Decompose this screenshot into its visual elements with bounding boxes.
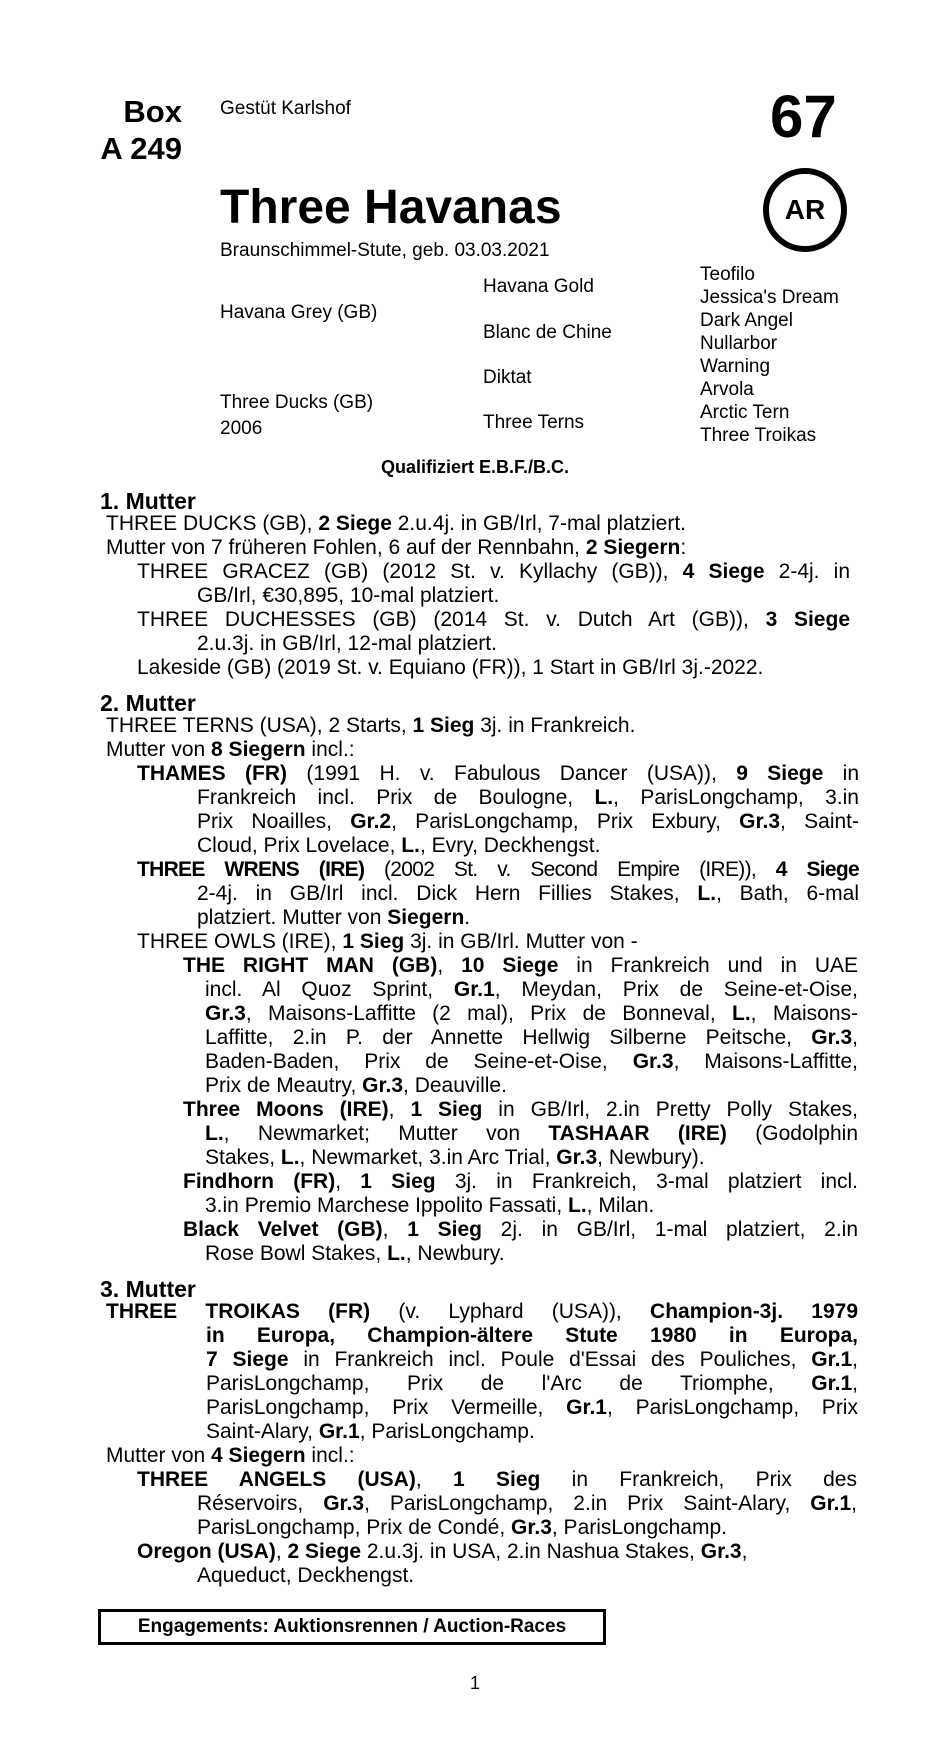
box-code: A 249 bbox=[100, 131, 182, 166]
entry-line: Frankreich incl. Prix de Boulogne, L., ParisLongchamp, 3.in bbox=[197, 786, 859, 809]
lot-number: 67 bbox=[770, 83, 837, 150]
entry-line: Rose Bowl Stakes, L., Newbury. bbox=[205, 1242, 505, 1265]
entry-line: THE RIGHT MAN (GB), 10 Siege in Frankreich und in UAE bbox=[183, 954, 858, 977]
entry-line: 3.in Premio Marchese Ippolito Fassati, L., Milan. bbox=[205, 1194, 655, 1217]
entry-line: Mutter von 8 Siegern incl.: bbox=[106, 738, 355, 761]
entry-line: Mutter von 7 früheren Fohlen, 6 auf der Rennbahn, 2 Siegern: bbox=[106, 536, 687, 559]
pedigree-great-grandparent: Arctic Tern bbox=[700, 402, 790, 423]
entry-line: incl. Al Quoz Sprint, Gr.1, Meydan, Prix de Seine-et-Oise, bbox=[205, 978, 858, 1001]
ar-badge bbox=[763, 168, 847, 252]
section1-dam bbox=[106, 512, 846, 536]
produce-entry bbox=[137, 1468, 857, 1540]
entry-line: THREE GRACEZ (GB) (2012 St. v. Kyllachy (GB)), 4 Siege 2-4j. in bbox=[137, 560, 850, 583]
entry-line: THREE OWLS (IRE), 1 Sieg 3j. in GB/Irl. Mutter von - bbox=[137, 930, 638, 953]
owner-name: Gestüt Karlshof bbox=[220, 98, 351, 119]
entry-line: platziert. Mutter von Siegern. bbox=[197, 906, 471, 929]
entry-line: GB/Irl, €30,895, 10-mal platziert. bbox=[197, 584, 500, 607]
produce-entry bbox=[183, 954, 858, 1098]
ar-badge-text: AR bbox=[784, 194, 826, 225]
pedigree-dam: Three Ducks (GB) bbox=[220, 392, 374, 413]
section-title: 2. Mutter bbox=[100, 690, 196, 716]
pedigree-great-grandparent: Warning bbox=[700, 356, 771, 377]
entry-line: THAMES (FR) (1991 H. v. Fabulous Dancer (USA)), 9 Siege in bbox=[137, 762, 860, 785]
entry-line: 2.u.3j. in GB/Irl, 12-mal platziert. bbox=[197, 632, 497, 655]
produce-entry bbox=[137, 762, 859, 858]
entry-line: THREE TROIKAS (FR) (v. Lyphard (USA)), Champion-3j. 1979 bbox=[106, 1300, 858, 1323]
entry-line: ParisLongchamp, Prix de l'Arc de Triomphe, Gr.1, bbox=[206, 1372, 858, 1395]
horse-description: Braunschimmel-Stute, geb. 03.03.2021 bbox=[220, 240, 550, 261]
pedigree-great-grandparent: Arvola bbox=[700, 379, 754, 400]
pedigree-grandparent: Blanc de Chine bbox=[483, 322, 612, 343]
engagements-text: Engagements: Auktionsrennen / Auction-Races bbox=[137, 1616, 567, 1637]
section1-produce-intro bbox=[106, 536, 846, 560]
box-label: Box bbox=[123, 94, 182, 129]
entry-line: Laffitte, 2.in P. der Annette Hellwig Silberne Peitsche, Gr.3, bbox=[205, 1026, 858, 1049]
entry-line: Gr.3, Maisons-Laffitte (2 mal), Prix de Bonneval, L., Maisons- bbox=[205, 1002, 859, 1025]
produce-entry bbox=[137, 608, 850, 656]
pedigree-grandparent: Three Terns bbox=[483, 412, 585, 433]
entry-line: Lakeside (GB) (2019 St. v. Equiano (FR)), 1 Start in GB/Irl 3j.-2022. bbox=[137, 656, 764, 679]
entry-line: THREE DUCHESSES (GB) (2014 St. v. Dutch Art (GB)), 3 Siege bbox=[137, 608, 850, 631]
qualification: Qualifiziert E.B.F./B.C. bbox=[380, 457, 570, 477]
section3-dam bbox=[106, 1300, 858, 1444]
entry-line: L., Newmarket; Mutter von TASHAAR (IRE) (Godolphin bbox=[205, 1122, 858, 1145]
produce-entry bbox=[183, 1218, 858, 1266]
pedigree-great-grandparent: Three Troikas bbox=[700, 425, 817, 446]
produce-entry bbox=[137, 858, 859, 930]
entry-line: Mutter von 4 Siegern incl.: bbox=[106, 1444, 355, 1467]
entry-line: Stakes, L., Newmarket, 3.in Arc Trial, Gr.3, Newbury). bbox=[205, 1146, 705, 1169]
pedigree-great-grandparent: Teofilo bbox=[700, 264, 755, 285]
entry-line: Oregon (USA), 2 Siege 2.u.3j. in USA, 2.in Nashua Stakes, Gr.3, bbox=[137, 1540, 748, 1563]
entry-line: Aqueduct, Deckhengst. bbox=[197, 1564, 415, 1587]
pedigree-grandparent: Diktat bbox=[483, 367, 532, 388]
produce-entry bbox=[183, 1170, 858, 1218]
pedigree-great-grandparent: Nullarbor bbox=[700, 333, 778, 354]
entry-line: in Europa, Champion-ältere Stute 1980 in Europa, bbox=[206, 1324, 858, 1347]
entry-line: Réservoirs, Gr.3, ParisLongchamp, 2.in Prix Saint-Alary, Gr.1, bbox=[197, 1492, 857, 1515]
entry-line: ParisLongchamp, Prix Vermeille, Gr.1, ParisLongchamp, Prix bbox=[206, 1396, 858, 1419]
produce-entry bbox=[137, 656, 850, 680]
produce-entry bbox=[183, 1098, 858, 1170]
engagements-box bbox=[98, 1609, 606, 1645]
section2-dam bbox=[106, 714, 846, 738]
entry-line: ParisLongchamp, Prix de Condé, Gr.3, ParisLongchamp. bbox=[197, 1516, 727, 1539]
entry-line: Three Moons (IRE), 1 Sieg in GB/Irl, 2.in Pretty Polly Stakes, bbox=[183, 1098, 858, 1121]
entry-line: Prix Noailles, Gr.2, ParisLongchamp, Prix Exbury, Gr.3, Saint- bbox=[197, 810, 859, 833]
entry-line: Prix de Meautry, Gr.3, Deauville. bbox=[205, 1074, 507, 1097]
pedigree-sire: Havana Grey (GB) bbox=[220, 302, 378, 323]
section-title: 1. Mutter bbox=[100, 488, 196, 514]
entry-line: Cloud, Prix Lovelace, L., Evry, Deckhengst. bbox=[197, 834, 601, 857]
section3-produce-intro bbox=[106, 1444, 846, 1468]
pedigree-grandparent: Havana Gold bbox=[483, 276, 594, 297]
entry-line: THREE WRENS (IRE) (2002 St. v. Second Empire (IRE)), 4 Siege bbox=[137, 858, 859, 881]
entry-line: Saint-Alary, Gr.1, ParisLongchamp. bbox=[206, 1420, 535, 1443]
entry-line: Black Velvet (GB), 1 Sieg 2j. in GB/Irl, 1-mal platziert, 2.in bbox=[183, 1218, 858, 1241]
entry-line: 2-4j. in GB/Irl incl. Dick Hern Fillies Stakes, L., Bath, 6-mal bbox=[197, 882, 859, 905]
horse-name: Three Havanas bbox=[220, 181, 562, 234]
entry-line: THREE TERNS (USA), 2 Starts, 1 Sieg 3j. in Frankreich. bbox=[106, 714, 636, 737]
pedigree-dam-year: 2006 bbox=[220, 418, 263, 439]
entry-line: 7 Siege in Frankreich incl. Poule d'Essai des Pouliches, Gr.1, bbox=[206, 1348, 859, 1371]
section-title: 3. Mutter bbox=[100, 1276, 196, 1302]
section2-produce-intro bbox=[106, 738, 846, 762]
pedigree-great-grandparent: Jessica's Dream bbox=[700, 287, 839, 308]
produce-entry bbox=[137, 560, 850, 608]
produce-entry bbox=[137, 1540, 857, 1588]
entry-line: Findhorn (FR), 1 Sieg 3j. in Frankreich, 3-mal platziert incl. bbox=[183, 1170, 858, 1193]
pedigree-great-grandparent: Dark Angel bbox=[700, 310, 793, 331]
entry-line: THREE DUCKS (GB), 2 Siege 2.u.4j. in GB/Irl, 7-mal platziert. bbox=[106, 512, 687, 535]
entry-line: THREE ANGELS (USA), 1 Sieg in Frankreich, Prix des bbox=[137, 1468, 857, 1491]
entry-line: Baden-Baden, Prix de Seine-et-Oise, Gr.3, Maisons-Laffitte, bbox=[205, 1050, 858, 1073]
produce-entry bbox=[137, 930, 859, 954]
box-number bbox=[100, 93, 182, 167]
page-number: 1 bbox=[469, 1673, 480, 1693]
